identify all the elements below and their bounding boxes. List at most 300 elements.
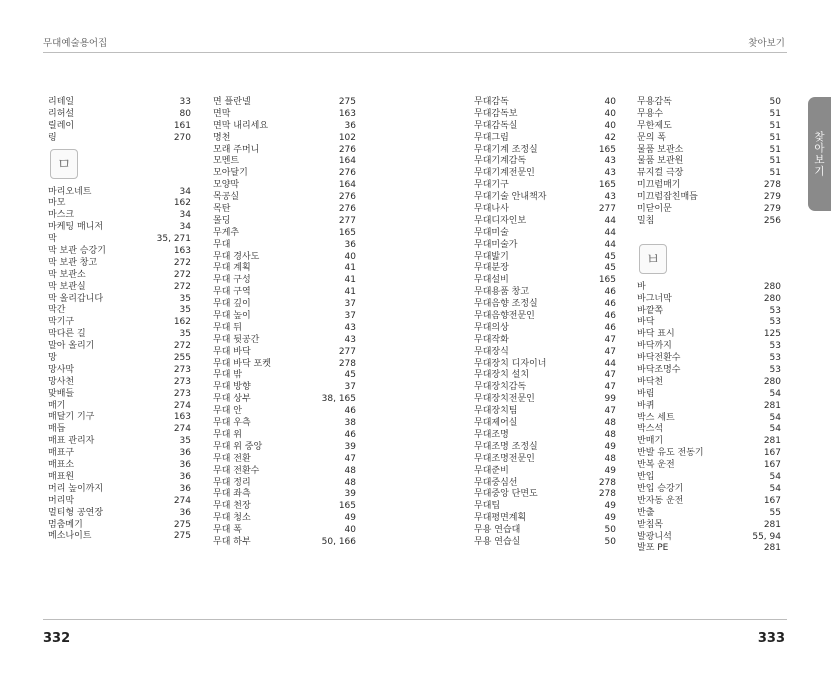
index-term: 무대장치전문인 (474, 394, 535, 405)
index-term: 막 (48, 234, 57, 245)
index-entry (474, 442, 616, 454)
index-page-ref: 36 (344, 239, 356, 250)
index-term: 무대 바닥 포켓 (213, 358, 271, 369)
index-term: 리허설 (48, 108, 75, 119)
index-term: 무대기계 조정실 (474, 144, 538, 155)
index-entry (637, 353, 781, 365)
index-entry (637, 216, 781, 228)
index-term: 무대 위 중앙 (213, 441, 263, 452)
index-entry (637, 436, 781, 448)
index-entry (213, 454, 356, 466)
index-page-ref: 45 (344, 370, 356, 381)
index-term: 매표소 (48, 460, 75, 471)
index-page-ref: 53 (769, 341, 781, 352)
index-page-ref: 51 (769, 120, 781, 131)
index-entry (48, 270, 191, 282)
index-page-ref: 165 (338, 501, 356, 512)
index-entry (48, 412, 191, 424)
index-page-ref: 278 (598, 489, 616, 500)
index-entry (213, 275, 356, 287)
index-page-ref: 46 (344, 429, 356, 440)
index-page-ref: 44 (604, 227, 616, 238)
index-term: 무용감독 (637, 97, 672, 107)
index-term: 무대기술 안내책자 (474, 192, 547, 203)
index-entry (474, 454, 616, 466)
index-term: 무대 구역 (213, 287, 251, 298)
index-entry (637, 329, 781, 341)
index-page-ref: 167 (763, 495, 781, 506)
index-entry (48, 97, 191, 109)
index-page-ref: 281 (763, 436, 781, 447)
index-term: 문의 폭 (637, 132, 666, 143)
index-term: 막 보관소 (48, 269, 86, 280)
index-entry (637, 484, 781, 496)
index-term: 무대 천장 (213, 501, 251, 512)
index-page-ref: 44 (604, 358, 616, 369)
index-term: 무대 안 (213, 406, 242, 417)
index-term: 모멘트 (213, 156, 240, 167)
index-page-ref: 49 (604, 465, 616, 476)
index-page-ref: 35 (179, 436, 191, 447)
index-column-2 (213, 97, 356, 549)
index-entry (637, 133, 781, 145)
index-entry (48, 424, 191, 436)
index-term: 매표구 (48, 448, 75, 459)
index-entry (48, 294, 191, 306)
index-entry (474, 121, 616, 133)
index-page-ref: 48 (604, 429, 616, 440)
index-term: 무대중앙 단면도 (474, 489, 538, 500)
index-entry (213, 311, 356, 323)
index-entry (474, 287, 616, 299)
index-page-ref: 51 (769, 108, 781, 119)
index-term: 머리막 (48, 495, 75, 506)
index-term: 망사천 (48, 376, 75, 387)
index-entry (637, 377, 781, 389)
index-page-ref: 51 (769, 156, 781, 167)
index-entry (213, 382, 356, 394)
index-term: 무대설비 (474, 275, 509, 286)
index-entry (213, 216, 356, 228)
index-page-ref: 275 (173, 531, 191, 542)
index-entry (48, 198, 191, 210)
index-entry (474, 240, 616, 252)
index-entry (474, 406, 616, 418)
index-term: 막기구 (48, 317, 75, 328)
index-term: 무대조명 조정실 (474, 441, 538, 452)
index-page-ref: 49 (604, 501, 616, 512)
index-term: 목탄 (213, 204, 231, 215)
index-term: 무대기계감독 (474, 156, 527, 167)
index-term: 무대 뒷공간 (213, 334, 260, 345)
index-page-ref: 36 (179, 483, 191, 494)
index-term: 무대 방향 (213, 382, 251, 393)
index-page-ref: 54 (769, 483, 781, 494)
index-term: 막 보관 승강기 (48, 246, 106, 257)
index-entry (637, 294, 781, 306)
index-entry (213, 359, 356, 371)
index-page-ref: 40 (344, 251, 356, 262)
index-page-ref: 46 (604, 311, 616, 322)
index-entry (213, 406, 356, 418)
index-entry (213, 240, 356, 252)
index-page-ref: 47 (604, 346, 616, 357)
index-term: 무대 바닥 (213, 346, 251, 357)
index-page-ref: 51 (769, 132, 781, 143)
index-entry (48, 210, 191, 222)
index-term: 무게추 (213, 227, 240, 238)
index-entry (637, 496, 781, 508)
index-entry (48, 246, 191, 258)
index-term: 마리오네트 (48, 186, 92, 197)
index-term: 매표 관리자 (48, 436, 95, 447)
index-page-ref: 277 (598, 204, 616, 215)
index-page-ref: 275 (173, 519, 191, 530)
index-term: 무대기계전문인 (474, 168, 535, 179)
index-page-ref: 280 (763, 376, 781, 387)
section-letter-badge: ㅁ (50, 149, 78, 179)
index-entry (48, 282, 191, 294)
index-page-ref: 39 (344, 489, 356, 500)
index-term: 무대 높이 (213, 311, 251, 322)
index-term: 박스 세트 (637, 412, 675, 423)
index-entry (48, 460, 191, 472)
index-page-ref: 44 (604, 239, 616, 250)
index-page-ref: 278 (598, 477, 616, 488)
index-term: 무대 뒤 (213, 322, 242, 333)
index-entry (474, 394, 616, 406)
index-term: 매기 (48, 400, 66, 411)
index-page-ref: 37 (344, 311, 356, 322)
index-page-ref: 47 (604, 406, 616, 417)
index-page-ref: 40 (604, 97, 616, 107)
index-term: 무대미술가 (474, 239, 518, 250)
index-page-ref: 279 (763, 192, 781, 203)
index-term: 무대미술 (474, 227, 509, 238)
index-term: 머리 높이까지 (48, 483, 104, 494)
index-column-1 (48, 97, 191, 543)
index-entry (637, 460, 781, 472)
index-page-ref: 165 (598, 275, 616, 286)
index-term: 바림 (637, 388, 655, 399)
index-term: 무대중심선 (474, 477, 518, 488)
index-entry (637, 520, 781, 532)
index-page-ref: 278 (338, 358, 356, 369)
running-header-left: 무대예술용어집 (43, 38, 108, 49)
index-term: 매듭 (48, 424, 66, 435)
index-page-ref: 50 (604, 525, 616, 536)
index-entry (637, 389, 781, 401)
index-entry (48, 472, 191, 484)
index-page-ref: 51 (769, 144, 781, 155)
index-entry (637, 532, 781, 544)
index-term: 무대밟기 (474, 251, 509, 262)
index-term: 무대분장 (474, 263, 509, 274)
index-page-ref: 37 (344, 382, 356, 393)
index-entry (637, 401, 781, 413)
index-page-ref: 35 (179, 329, 191, 340)
index-term: 무대조명전문인 (474, 453, 535, 464)
index-entry (474, 97, 616, 109)
index-page-ref: 270 (173, 132, 191, 143)
index-page-ref: 55 (769, 507, 781, 518)
index-term: 막 올리갑니다 (48, 293, 104, 304)
index-entry (637, 282, 781, 294)
index-page-ref: 43 (604, 156, 616, 167)
index-entry (213, 228, 356, 240)
index-page-ref: 35, 271 (156, 234, 191, 245)
index-entry (474, 168, 616, 180)
index-term: 무대제어실 (474, 418, 518, 429)
index-term: 무대작화 (474, 334, 509, 345)
index-page-ref: 276 (338, 144, 356, 155)
index-page-ref: 99 (604, 394, 616, 405)
index-term: 무대 깊이 (213, 299, 251, 310)
index-term: 무대음향 조정실 (474, 299, 538, 310)
index-page-ref: 165 (338, 227, 356, 238)
index-term: 명천 (213, 132, 231, 143)
index-page-ref: 165 (598, 144, 616, 155)
index-term: 매달기 기구 (48, 412, 95, 423)
index-page-ref: 46 (344, 406, 356, 417)
index-page-ref: 45 (604, 251, 616, 262)
index-term: 박스석 (637, 424, 664, 435)
index-term: 바닥전환수 (637, 353, 681, 364)
index-page-ref: 163 (338, 108, 356, 119)
index-page-ref: 50, 166 (321, 536, 356, 547)
index-term: 무대장치 설치 (474, 370, 530, 381)
index-term: 무한제도 (637, 120, 672, 131)
index-page-ref: 278 (763, 180, 781, 191)
index-page-ref: 48 (344, 477, 356, 488)
index-entry (213, 489, 356, 501)
index-term: 반자동 운전 (637, 495, 684, 506)
index-page-ref: 272 (173, 281, 191, 292)
index-term: 무대음향전문인 (474, 311, 535, 322)
index-term: 무대장치감독 (474, 382, 527, 393)
index-entry (48, 484, 191, 496)
index-page-ref: 281 (763, 519, 781, 530)
index-entry (474, 466, 616, 478)
index-term: 바그너막 (637, 293, 672, 304)
index-entry (213, 156, 356, 168)
index-term: 물품 보관소 (637, 144, 684, 155)
index-page-ref: 102 (338, 132, 356, 143)
index-term: 바퀴 (637, 400, 655, 411)
index-entry (474, 513, 616, 525)
index-entry (213, 394, 356, 406)
index-page-ref: 34 (179, 222, 191, 233)
index-entry (474, 501, 616, 513)
index-term: 무대 위 (213, 429, 242, 440)
index-term: 모래 주머니 (213, 144, 260, 155)
index-page-ref: 46 (604, 287, 616, 298)
index-entry (213, 370, 356, 382)
index-entry (213, 299, 356, 311)
index-page-ref: 46 (604, 322, 616, 333)
index-term: 무대 전환 (213, 453, 251, 464)
index-entry (474, 299, 616, 311)
index-entry (637, 543, 781, 555)
section-spacer (637, 228, 781, 240)
index-page-ref: 49 (604, 513, 616, 524)
index-entry (474, 382, 616, 394)
index-entry (48, 133, 191, 145)
index-page-ref: 47 (344, 453, 356, 464)
index-page-ref: 276 (338, 204, 356, 215)
index-term: 무대의상 (474, 322, 509, 333)
index-page-ref: 161 (173, 120, 191, 131)
index-entry (213, 537, 356, 549)
index-page-ref: 272 (173, 269, 191, 280)
index-page-ref: 276 (338, 168, 356, 179)
index-page-ref: 54 (769, 472, 781, 483)
index-side-tab[interactable] (808, 97, 831, 211)
index-term: 무대 계획 (213, 263, 251, 274)
footer-divider (43, 619, 787, 620)
index-page-ref: 256 (763, 215, 781, 226)
running-header-right: 찾아보기 (748, 38, 785, 49)
index-entry (213, 430, 356, 442)
index-entry (48, 531, 191, 543)
index-entry (637, 508, 781, 520)
index-entry (48, 109, 191, 121)
index-entry (48, 187, 191, 199)
index-page-ref: 274 (173, 424, 191, 435)
index-term: 모양막 (213, 180, 240, 191)
index-page-ref: 125 (763, 329, 781, 340)
index-term: 반복 운전 (637, 460, 675, 471)
index-term: 무대준비 (474, 465, 509, 476)
index-entry (637, 156, 781, 168)
index-page-ref: 49 (604, 441, 616, 452)
index-term: 막다른 길 (48, 329, 86, 340)
index-page-ref: 42 (604, 132, 616, 143)
index-page-ref: 50 (604, 536, 616, 547)
index-term: 바깥쪽 (637, 305, 664, 316)
index-page-ref: 274 (173, 400, 191, 411)
index-entry (48, 317, 191, 329)
index-entry (213, 168, 356, 180)
index-term: 반입 승강기 (637, 483, 684, 494)
index-page-ref: 36 (179, 471, 191, 482)
index-term: 무대 청소 (213, 513, 251, 524)
index-page-ref: 53 (769, 305, 781, 316)
index-term: 무대 우측 (213, 418, 251, 429)
index-page-ref: 272 (173, 257, 191, 268)
index-entry (213, 287, 356, 299)
index-page-ref: 162 (173, 198, 191, 209)
index-entry (213, 323, 356, 335)
index-page-ref: 40 (604, 108, 616, 119)
index-term: 미끄럼매기 (637, 180, 681, 191)
index-entry (474, 228, 616, 240)
index-term: 무대 구성 (213, 275, 251, 286)
index-page-ref: 165 (598, 180, 616, 191)
index-entry (637, 424, 781, 436)
index-term: 무대평면계획 (474, 513, 527, 524)
index-page-ref: 273 (173, 376, 191, 387)
index-term: 바 (637, 281, 646, 292)
index-page-ref: 45 (604, 263, 616, 274)
index-entry (474, 537, 616, 549)
index-page-ref: 36 (344, 120, 356, 131)
index-column-4 (637, 97, 781, 555)
index-entry (213, 263, 356, 275)
index-term: 면 플란넬 (213, 97, 251, 107)
index-entry (213, 145, 356, 157)
index-entry (213, 204, 356, 216)
index-term: 무대 폭 (213, 525, 242, 536)
index-term: 받침목 (637, 519, 664, 530)
index-term: 망사막 (48, 364, 75, 375)
index-term: 무대조명 (474, 429, 509, 440)
index-entry (48, 401, 191, 413)
index-term: 무용수 (637, 108, 664, 119)
index-entry (213, 525, 356, 537)
index-entry (213, 335, 356, 347)
index-term: 막 보관 창고 (48, 257, 98, 268)
index-term: 릴레이 (48, 120, 75, 131)
index-term: 바닥조명수 (637, 365, 681, 376)
index-term: 뮤지컬 극장 (637, 168, 684, 179)
index-term: 막간 (48, 305, 66, 316)
index-term: 무대기구 (474, 180, 509, 191)
index-page-ref: 280 (763, 293, 781, 304)
index-page-ref: 43 (344, 334, 356, 345)
index-entry (48, 329, 191, 341)
index-term: 목공실 (213, 192, 240, 203)
index-entry (213, 133, 356, 145)
index-entry (474, 180, 616, 192)
index-page-ref: 167 (763, 448, 781, 459)
index-entry (474, 418, 616, 430)
index-entry (474, 323, 616, 335)
index-entry (48, 448, 191, 460)
index-term: 막 보관실 (48, 281, 86, 292)
index-entry (474, 347, 616, 359)
index-term: 무대 밖 (213, 370, 242, 381)
index-term: 멈춤메기 (48, 519, 83, 530)
index-entry (474, 478, 616, 490)
index-page-ref: 36 (179, 460, 191, 471)
index-entry (474, 263, 616, 275)
index-entry (48, 234, 191, 246)
index-entry (637, 168, 781, 180)
index-page-ref: 255 (173, 353, 191, 364)
page-number-left: 332 (43, 631, 71, 646)
index-term: 반입 (637, 472, 655, 483)
index-page-ref: 277 (338, 346, 356, 357)
index-page-ref: 55, 94 (752, 531, 781, 542)
index-term: 무대 하부 (213, 536, 251, 547)
index-entry (213, 97, 356, 109)
index-page-ref: 48 (604, 453, 616, 464)
index-entry (637, 365, 781, 377)
index-term: 말아 올리기 (48, 341, 95, 352)
index-entry (637, 413, 781, 425)
index-entry (48, 353, 191, 365)
index-entry (213, 121, 356, 133)
index-term: 밀침 (637, 215, 655, 226)
index-page-ref: 47 (604, 382, 616, 393)
index-page-ref: 35 (179, 293, 191, 304)
index-entry (474, 430, 616, 442)
index-entry (213, 347, 356, 359)
index-page-ref: 41 (344, 263, 356, 274)
index-entry (637, 341, 781, 353)
index-page-ref: 36 (179, 448, 191, 459)
